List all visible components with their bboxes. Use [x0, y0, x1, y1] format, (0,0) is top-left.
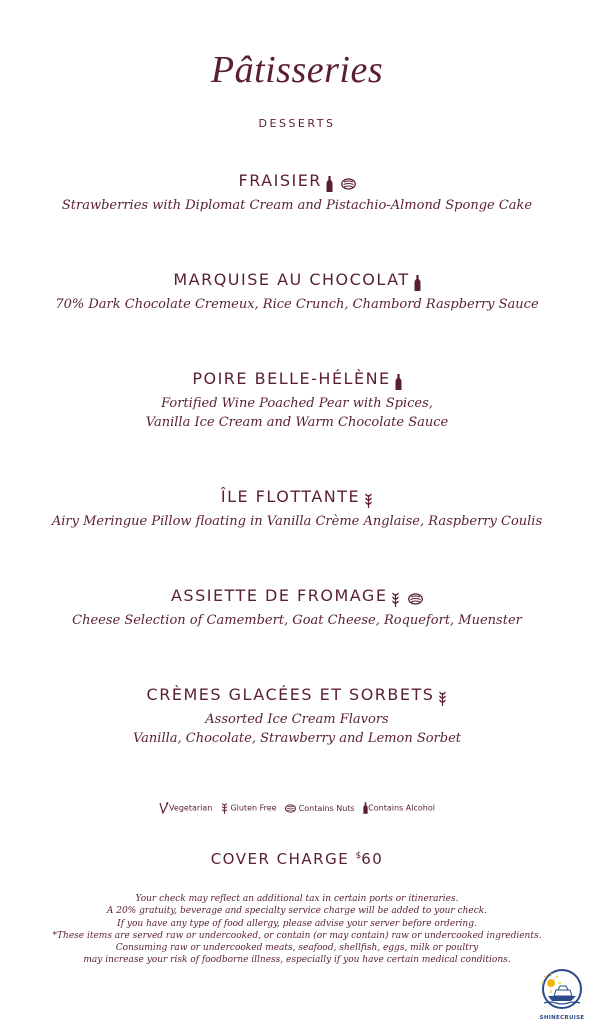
note-line: If you have any type of food allergy, please advise your server before ordering. — [117, 918, 477, 929]
item-name: CRÈMES GLACÉES ET SORBETS — [146, 685, 435, 704]
shine-cruise-logo — [533, 968, 591, 1022]
page-subtitle: DESSERTS — [258, 117, 336, 130]
item-icons — [390, 588, 423, 608]
currency-symbol: $ — [355, 851, 362, 861]
item-description: Fortified Wine Poached Pear with Spices, Vanilla Ice Cream and Warm Chocolate Sauce — [145, 396, 449, 430]
nuts-icon — [285, 804, 296, 813]
gluten-free-icon — [221, 802, 228, 814]
item-description: Assorted Ice Cream Flavors Vanilla, Chocolate, Strawberry and Lemon Sorbet — [132, 712, 462, 746]
cover-charge-label: COVER CHARGE — [210, 850, 350, 868]
gluten-free-icon — [391, 591, 400, 607]
item-description: Cheese Selection of Camembert, Goat Cheese, Roquefort, Muenster — [72, 613, 522, 628]
note-line: *These items are served raw or undercooked, or contain (or may contain) raw or undercooked ingredients. — [52, 930, 542, 941]
nuts-icon — [341, 178, 356, 190]
note-line: A 20% gratuity, beverage and specialty service charge will be added to your check. — [106, 906, 488, 917]
item-icons — [437, 687, 447, 707]
menu-item-cremes-glacees — [0, 685, 594, 748]
cover-charge-amount: 60 — [361, 850, 384, 868]
cruise-ship-icon — [538, 968, 586, 1010]
item-description: Strawberries with Diplomat Cream and Pistachio-Almond Sponge Cake — [61, 198, 533, 213]
note-line: Your check may reflect an additional tax in certain ports or itineraries. — [135, 894, 459, 904]
menu-item-poire — [0, 369, 594, 432]
nuts-icon — [408, 593, 423, 605]
menu-item-marquise — [0, 270, 594, 314]
note-line: may increase your risk of foodborne illness, especially if you have certain medical conditions. — [83, 955, 511, 966]
note-line: Consuming raw or undercooked meats, seafood, shellfish, eggs, milk or poultry — [115, 943, 479, 954]
dietary-legend — [0, 802, 594, 814]
alcohol-icon — [326, 176, 333, 192]
item-description: Airy Meringue Pillow floating in Vanilla Crème Anglaise, Raspberry Coulis — [51, 514, 543, 529]
item-name: ÎLE FLOTTANTE — [220, 487, 361, 506]
item-icons — [325, 173, 356, 193]
page-title: Pâtisseries — [210, 49, 384, 91]
logo-text: SHINECRUISE — [539, 1015, 585, 1021]
item-name: ASSIETTE DE FROMAGE — [170, 586, 388, 605]
alcohol-icon — [414, 275, 421, 291]
legend-alcohol: Contains Alcohol — [363, 802, 435, 814]
item-icons — [394, 371, 402, 391]
gluten-free-icon — [438, 690, 447, 706]
legend-gluten-free: Gluten Free — [221, 802, 277, 814]
gluten-free-icon — [364, 492, 373, 508]
disclaimer-notes — [0, 893, 594, 967]
legend-vegetarian: Vegetarian — [159, 802, 212, 814]
menu-item-assiette-fromage — [0, 586, 594, 630]
item-name: FRAISIER — [238, 171, 322, 190]
item-description: 70% Dark Chocolate Cremeux, Rice Crunch, Chambord Raspberry Sauce — [55, 297, 539, 312]
item-icons — [413, 272, 421, 292]
item-name: POIRE BELLE-HÉLÈNE — [192, 369, 391, 388]
item-icons — [363, 489, 373, 509]
vegetarian-icon — [159, 802, 169, 814]
menu-item-ile-flottante — [0, 487, 594, 531]
alcohol-icon — [395, 374, 402, 390]
menu-item-fraisier — [0, 171, 594, 215]
cover-charge — [0, 850, 594, 868]
item-name: MARQUISE AU CHOCOLAT — [173, 270, 410, 289]
legend-nuts: Contains Nuts — [285, 804, 355, 813]
